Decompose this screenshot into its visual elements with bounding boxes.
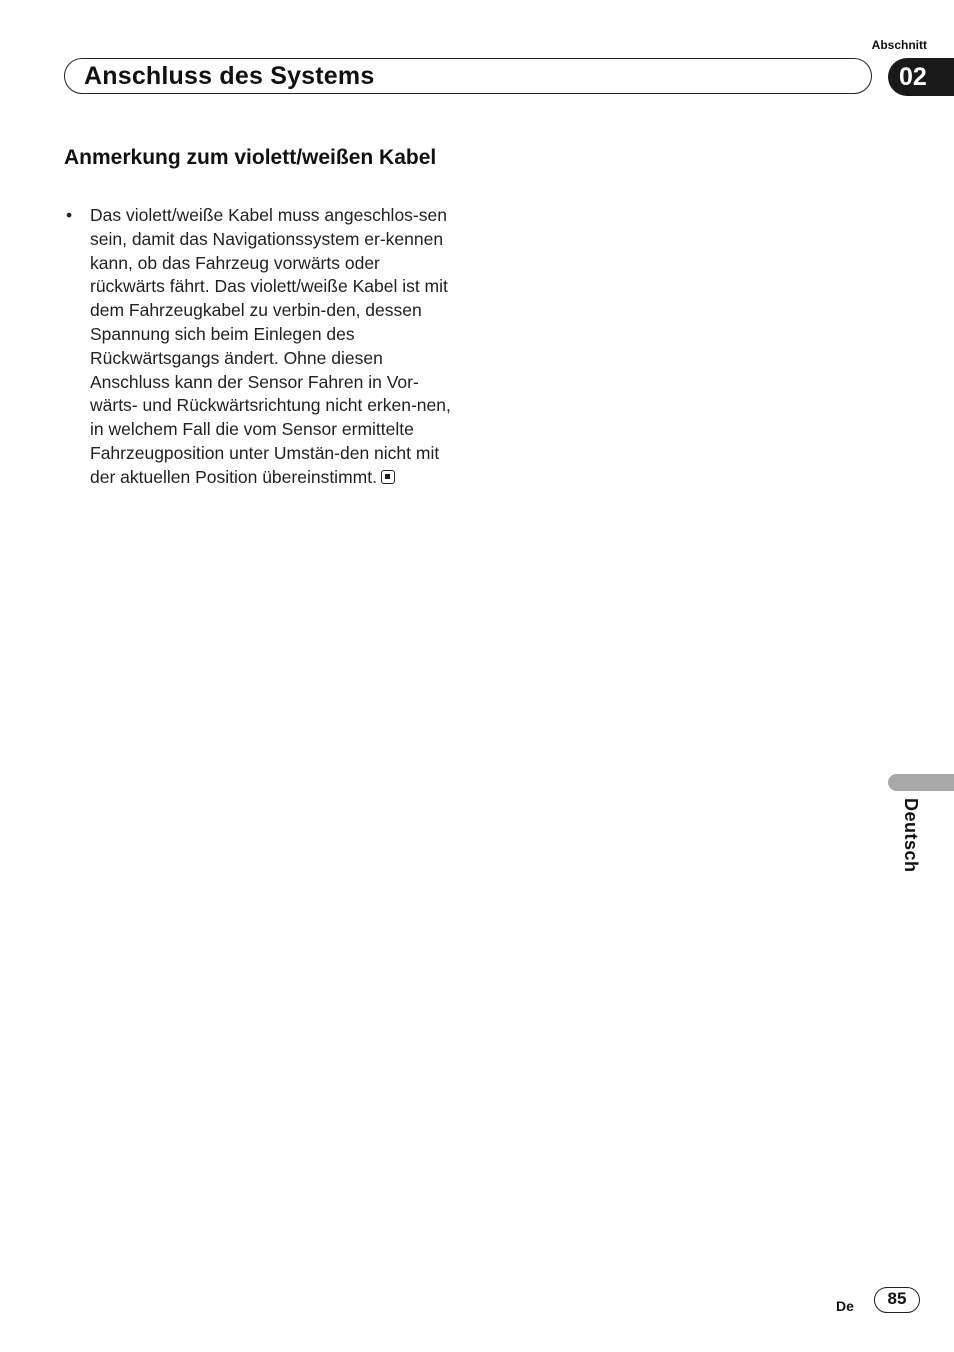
chapter-header-bar — [64, 58, 872, 94]
chapter-title: Anschluss des Systems — [84, 62, 375, 90]
section-number: 02 — [899, 63, 927, 91]
section-caption: Abschnitt — [871, 38, 927, 52]
bullet-icon: • — [66, 205, 73, 225]
list-item — [64, 204, 454, 490]
bullet-list — [64, 204, 454, 490]
page-number: 85 — [874, 1287, 920, 1313]
bullet-text: Das violett/weiße Kabel muss angeschlos-sen sein, damit das Navigationssystem er-kennen kann, ob das Fahrzeug vorwärts oder rückwärts fährt. Das violett/weiße Kabel ist mit dem Fahrzeugkabel zu verbin-den, dessen Spannung sich beim Einlegen des Rückwärtsgangs ändert. Ohne diesen Anschluss kann der Sensor Fahren in Vor-wärts- und Rückwärtsrichtung nicht erken-nen, in welchem Fall die vom Sensor ermittelte Fahrzeugposition unter Umstän-den nicht mit der aktuellen Position übereinstimmt. — [90, 205, 451, 487]
end-of-section-icon — [381, 470, 395, 484]
language-tab — [888, 774, 954, 791]
footer-language-code: De — [836, 1298, 854, 1314]
section-number-tab — [888, 58, 954, 96]
sub-heading: Anmerkung zum violett/weißen Kabel — [64, 146, 437, 169]
language-label: Deutsch — [901, 798, 921, 873]
